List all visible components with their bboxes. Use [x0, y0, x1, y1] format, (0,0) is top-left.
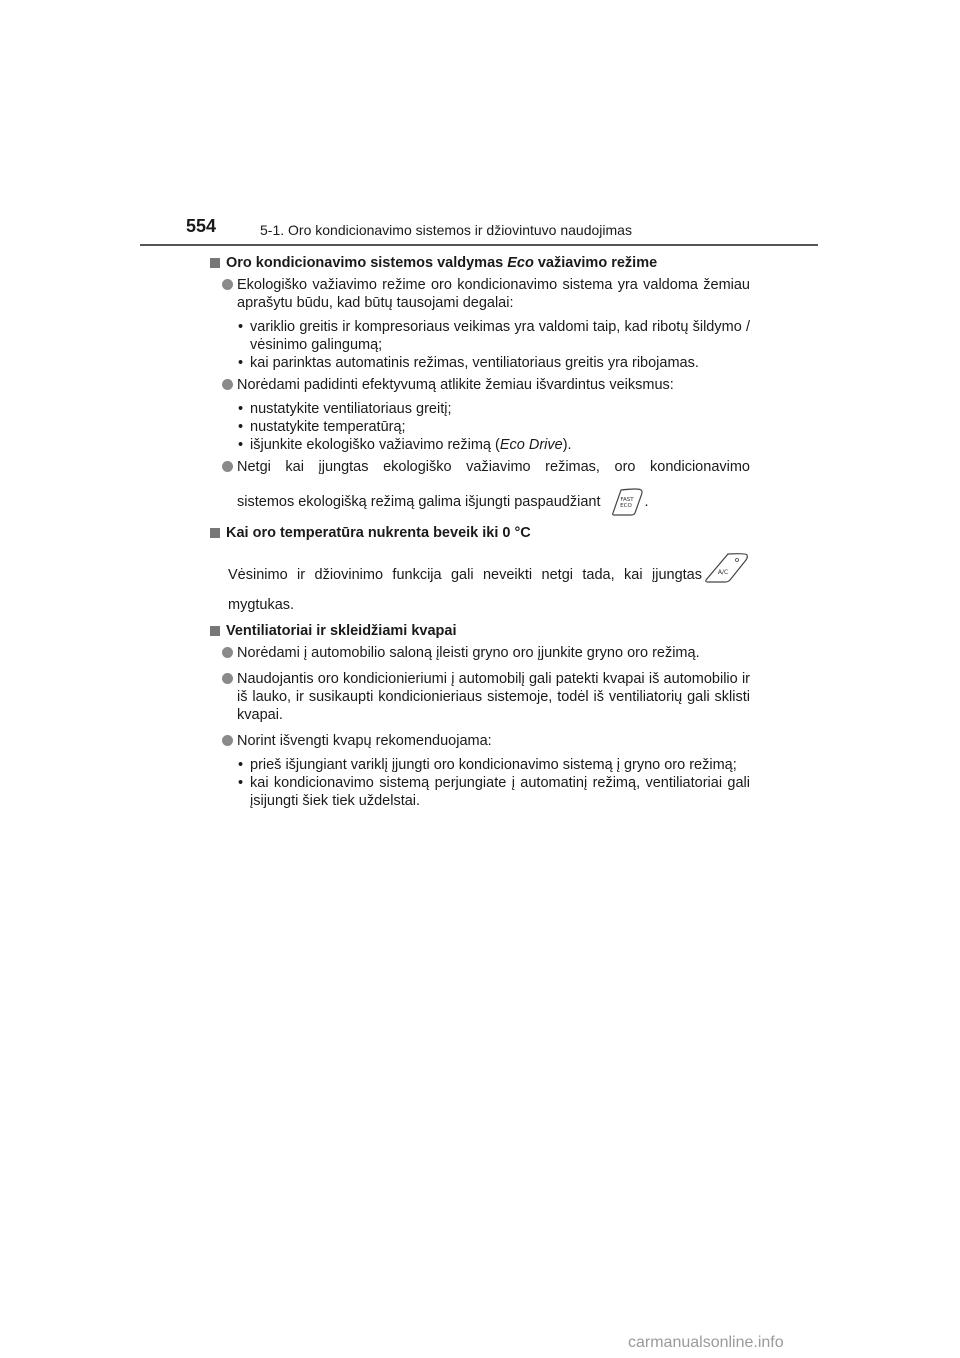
sub-item-text: variklio greitis ir kompresoriaus veikimas yra valdomi taip, kad ribotų šildymo / vėsinimo galingumą;	[250, 319, 750, 353]
section-square-icon	[210, 528, 220, 538]
bullet-item	[210, 644, 750, 662]
bullet-item	[210, 376, 750, 394]
sub-item	[210, 774, 750, 810]
sub-bullet-mark: •	[238, 757, 244, 773]
bullet-item	[210, 458, 750, 516]
bullet-circle-icon	[222, 647, 233, 658]
section-title-eco	[210, 254, 750, 272]
ac-button-label: A/C	[717, 569, 729, 576]
sub-item	[210, 756, 750, 774]
sub-item	[210, 354, 750, 372]
bullet-circle-icon	[222, 673, 233, 684]
section-title-text: Kai oro temperatūra nukrenta beveik iki 0 °C	[226, 525, 531, 541]
bullet-circle-icon	[222, 461, 233, 472]
sub-item	[210, 400, 750, 418]
bullet-text: Norėdami padidinti efektyvumą atlikite žemiau išvardintus veiksmus:	[237, 377, 674, 393]
bullet-text: Norėdami į automobilio saloną įleisti gryno oro įjunkite gryno oro režimą.	[237, 645, 700, 661]
bullet-text: Naudojantis oro kondicionieriumi į automobilį gali patekti kvapai iš automobilio ir iš lauko, ir susikaupti kondicionieriaus sistemoje, todėl iš ventiliatorių gali sklisti kvapai.	[237, 671, 750, 723]
section-square-icon	[210, 258, 220, 268]
bullet-circle-icon	[222, 379, 233, 390]
bullet-text-line2: sistemos ekologišką režimą galima išjungti paspaudžiant	[237, 493, 601, 510]
sub-item	[210, 436, 750, 454]
sub-item-text: nustatykite temperatūrą;	[250, 419, 406, 435]
ac-button-shape	[704, 552, 750, 584]
fast-eco-button-icon	[611, 488, 645, 516]
fast-eco-button-shape	[611, 488, 645, 516]
paragraph-text: Vėsinimo ir džiovinimo funkcija gali neveikti netgi tada, kai įjungtas	[228, 567, 702, 583]
bullet-text-end: .	[644, 493, 649, 510]
sub-item-text: išjunkite ekologiško važiavimo režimą (	[250, 437, 500, 453]
sub-item	[210, 418, 750, 436]
sub-bullet-mark: •	[238, 401, 244, 417]
paragraph-text-after: mygtukas.	[228, 597, 295, 613]
bullet-item	[210, 276, 750, 312]
sub-item-text: prieš išjungiant variklį įjungti oro kondicionavimo sistemą į gryno oro režimą;	[250, 757, 737, 773]
sub-bullet-mark: •	[238, 419, 244, 435]
sub-list	[210, 400, 750, 454]
section-square-icon	[210, 626, 220, 636]
watermark: carmanualsonline.info	[628, 1334, 784, 1351]
page-header	[0, 0, 960, 250]
bullet-item	[210, 670, 750, 724]
sub-bullet-mark: •	[238, 319, 244, 335]
paragraph	[210, 552, 750, 614]
section-title-text: Ventiliatoriai ir skleidžiami kvapai	[226, 623, 457, 639]
sub-item-text: nustatykite ventiliatoriaus greitį;	[250, 401, 452, 417]
sub-item-text: kai kondicionavimo sistemą perjungiate į automatinį režimą, ventiliatoriai gali įsijungti šiek tiek uždelstai.	[250, 775, 750, 809]
fast-eco-label-1: FAST	[619, 497, 634, 503]
section-title-text: Oro kondicionavimo sistemos valdymas	[226, 255, 508, 271]
sub-list	[210, 756, 750, 810]
ac-button-icon	[704, 552, 750, 584]
paragraph-line1	[228, 552, 750, 584]
eco-drive-em: Eco Drive	[499, 437, 563, 453]
bullet-item	[210, 732, 750, 750]
sub-item-text: kai parinktas automatinis režimas, ventiliatoriaus greitis yra ribojamas.	[250, 355, 699, 371]
bullet-text-line2-wrap	[237, 488, 750, 516]
sub-bullet-mark: •	[238, 355, 244, 371]
section-title-em: Eco	[507, 255, 534, 271]
sub-item	[210, 318, 750, 354]
bullet-circle-icon	[222, 735, 233, 746]
sub-bullet-mark: •	[238, 775, 244, 791]
sub-item-text-after: ).	[562, 437, 572, 453]
section-title-text-after: važiavimo režime	[533, 255, 658, 271]
bullet-circle-icon	[222, 279, 233, 290]
sub-list	[210, 318, 750, 372]
fast-eco-label-2: ECO	[619, 503, 632, 509]
header-divider	[140, 244, 818, 246]
page-number: 554	[186, 216, 217, 236]
bullet-text-line1: Netgi kai įjungtas ekologiško važiavimo režimas, oro kondicionavimo	[237, 459, 750, 475]
sub-bullet-mark: •	[238, 437, 244, 453]
section-title-cold	[210, 524, 750, 542]
bullet-text: Ekologiško važiavimo režime oro kondicionavimo sistema yra valdoma žemiau aprašytu būdu, kad būtų tausojami degalai:	[237, 277, 750, 311]
bullet-text: Norint išvengti kvapų rekomenduojama:	[237, 733, 492, 749]
section-title-odor	[210, 622, 750, 640]
page-content	[210, 254, 750, 814]
chapter-title: 5-1. Oro kondicionavimo sistemos ir džiovintuvo naudojimas	[260, 222, 632, 238]
